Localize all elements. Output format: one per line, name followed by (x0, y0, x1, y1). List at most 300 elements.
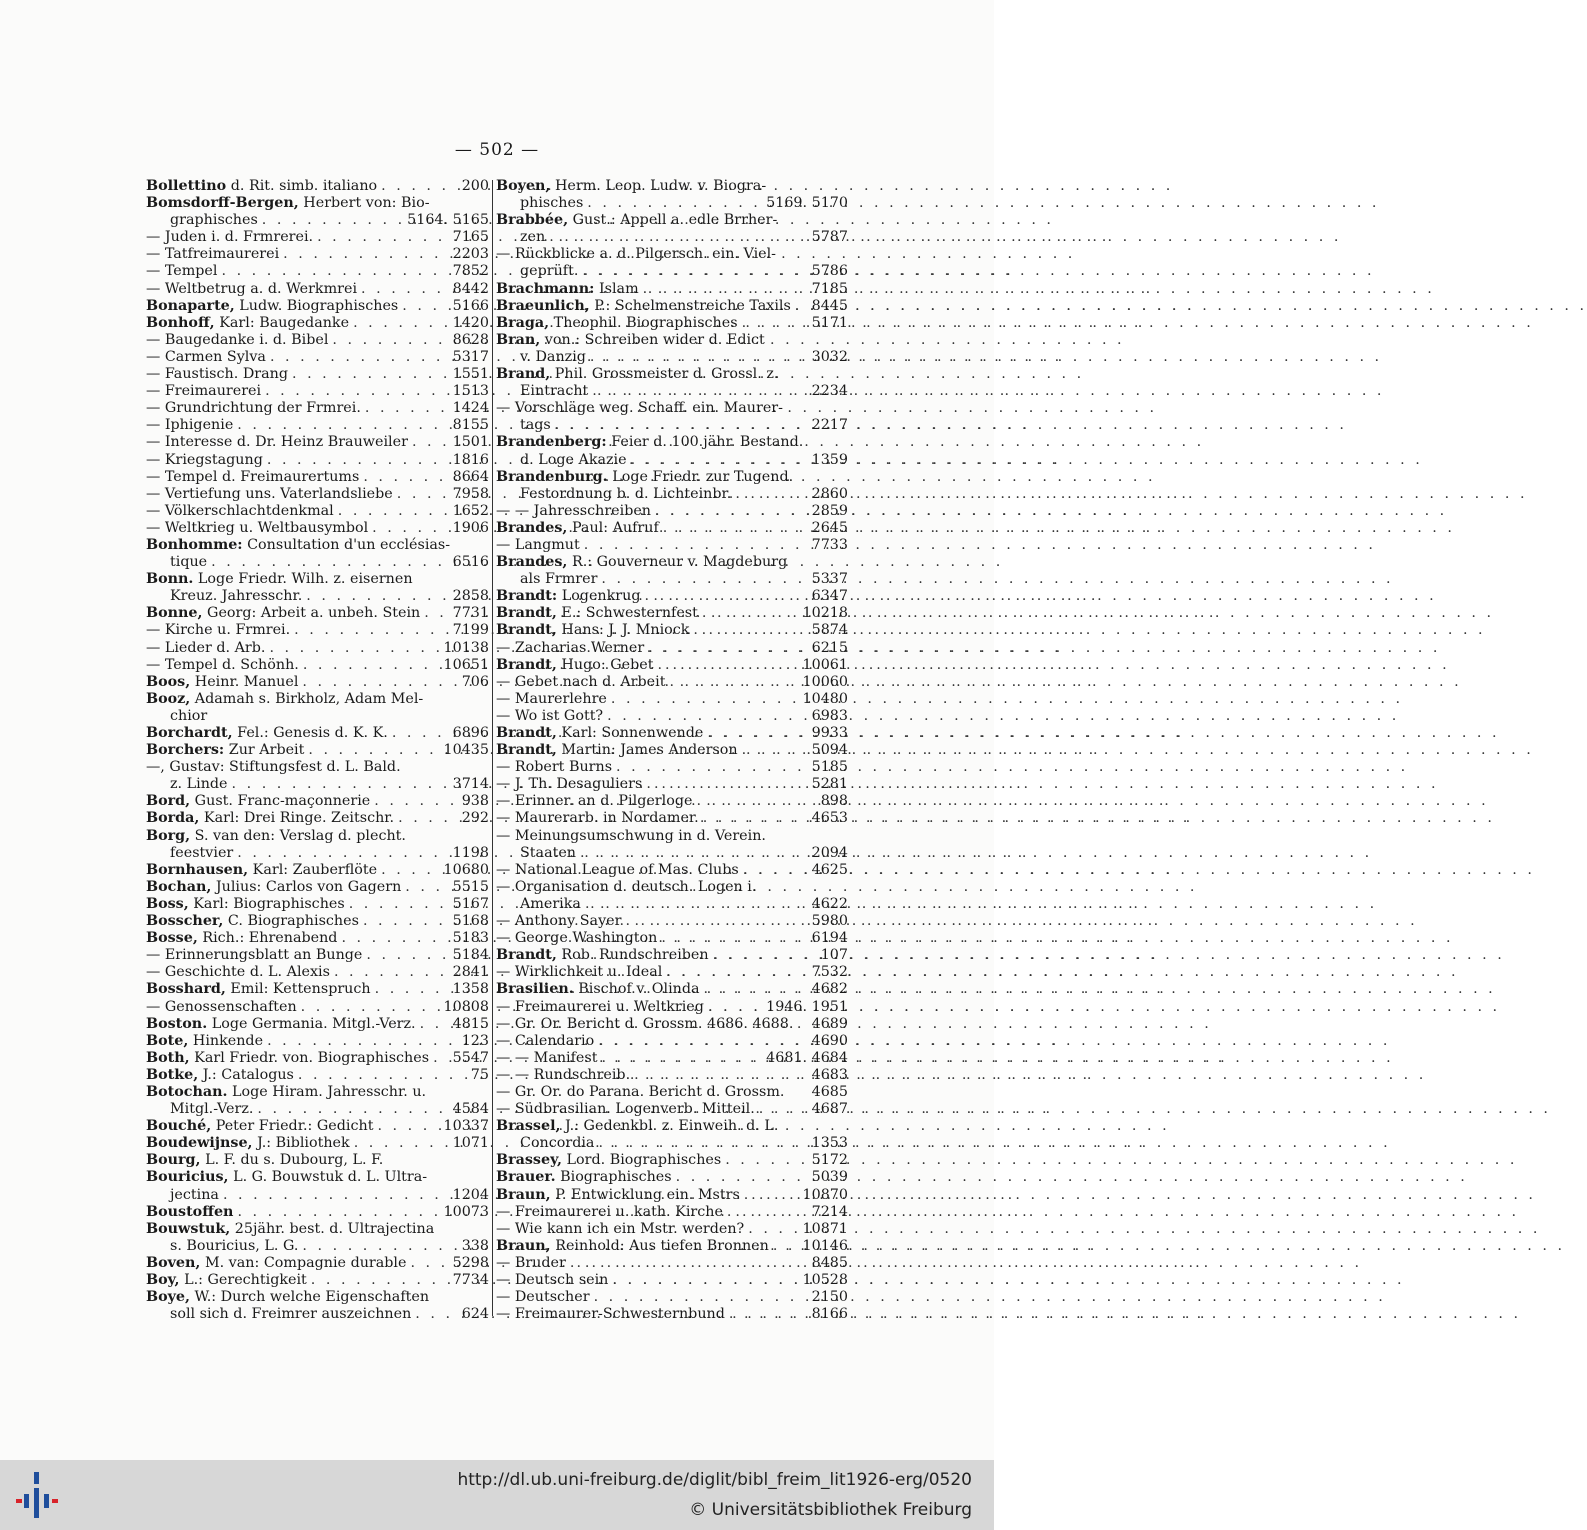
source-url-link[interactable]: http://dl.ub.uni-freiburg.de/diglit/bibl_freim_lit1926-erg/0520 (457, 1470, 972, 1490)
entry-title: Logenkrug (557, 588, 641, 605)
dot-leader (354, 1135, 449, 1152)
dot-leader (648, 640, 807, 657)
entry-number: 1816 (452, 451, 489, 468)
index-entry (146, 605, 489, 622)
entry-number: 2860 (811, 485, 848, 502)
entry-title: — — Manifest (496, 1049, 598, 1066)
entry-title: — Kirche u. Frmrei. (146, 622, 291, 639)
entry-text (520, 195, 583, 212)
entry-title: — Organisation d. deutsch. Logen i. (496, 878, 757, 895)
entry-title: s. Bouricius, L. G. (170, 1237, 299, 1254)
entry-number: 5183 (452, 930, 489, 947)
index-entry (146, 349, 489, 366)
index-entry (146, 263, 489, 280)
entry-text (496, 913, 621, 930)
dot-leader (338, 503, 449, 520)
entry-title: — Calendario (496, 1032, 595, 1049)
entry-text (146, 1272, 307, 1289)
entry-number: 6194 (811, 930, 848, 947)
entry-number: 10870 (802, 1186, 848, 1203)
entry-number: 5184 (452, 947, 489, 964)
entry-text (146, 503, 334, 520)
entry-text (496, 537, 580, 554)
dot-leader (625, 913, 807, 930)
entry-title: W.: Durch welche Eigenschaften (190, 1289, 430, 1306)
index-entry (496, 708, 848, 725)
dot-leader (655, 503, 808, 520)
entry-title: — Baugedanke i. d. Bibel (146, 331, 329, 348)
dot-leader (302, 674, 457, 691)
entry-title: — Freimaurerei u. Weltkrieg (496, 998, 704, 1015)
entry-text (520, 417, 551, 434)
dot-leader (372, 520, 448, 537)
entry-title: soll sich d. Freimrer auszeichnen (170, 1306, 412, 1323)
entry-text (496, 1289, 590, 1306)
entry-number: 4685 (811, 1083, 848, 1100)
entry-text (146, 1289, 429, 1306)
index-entry (146, 845, 489, 862)
dot-leader (375, 981, 449, 998)
dot-leader (611, 691, 799, 708)
entry-title: Concordia (520, 1135, 595, 1152)
entry-text (146, 1067, 294, 1084)
entry-number: 3032 (811, 348, 848, 365)
entry-title: graphisches (170, 212, 258, 229)
dot-leader (269, 640, 439, 657)
index-entry (146, 793, 489, 810)
index-entry (496, 691, 848, 708)
entry-heading: Brachmann: (496, 280, 595, 297)
dot-leader (549, 229, 807, 246)
entry-text (496, 366, 778, 383)
entry-text (146, 1118, 373, 1135)
index-entry (496, 178, 848, 195)
entry-title: — Geschichte d. L. Alexis (146, 964, 330, 981)
entry-title: Peter Friedr.: Gedicht (211, 1118, 374, 1135)
entry-number: 7852 (452, 263, 489, 280)
dot-leader (742, 742, 808, 759)
entry-title: — Iphigenie (146, 417, 234, 434)
index-entry (496, 1135, 848, 1152)
index-entry (496, 1050, 848, 1067)
index-entry (146, 400, 489, 417)
entry-number: 6215 (811, 639, 848, 656)
entry-text (146, 828, 406, 845)
dot-leader (657, 657, 798, 674)
entry-heading: Brandenberg: (496, 434, 607, 451)
entry-number: 4622 (811, 895, 848, 912)
entry-number: 8445 (811, 297, 848, 314)
entry-heading: Bochan, (146, 878, 212, 895)
entry-heading: Bouché, (146, 1118, 212, 1135)
entry-heading: Borchers: (146, 742, 225, 759)
entry-text (146, 1033, 263, 1050)
entry-number: 4653 (811, 810, 848, 827)
dot-leader (332, 332, 448, 349)
entry-text (146, 486, 393, 503)
index-entry (496, 1289, 848, 1306)
index-entry (146, 1016, 489, 1033)
entry-text (496, 1272, 608, 1289)
entry-heading: Borg, (146, 827, 191, 844)
index-entry (496, 554, 848, 571)
entry-number: 4682 (811, 981, 848, 998)
entry-title: — Langmut (496, 536, 580, 553)
entry-text (146, 1221, 434, 1238)
entry-heading: Braun, (496, 1186, 551, 1203)
entry-title: v. Danzig (520, 348, 586, 365)
entry-heading: Bouricius, (146, 1169, 229, 1186)
dot-leader (311, 1272, 449, 1289)
dot-leader (748, 1221, 798, 1238)
entry-heading: Boven, (146, 1254, 201, 1271)
entry-text (146, 520, 368, 537)
entry-title: zen (520, 229, 546, 246)
entry-title: Kreuz. Jahresschr. (170, 588, 303, 605)
index-entry (496, 981, 848, 998)
index-entry (496, 896, 848, 913)
entry-number: 1198 (452, 844, 489, 861)
entry-text (496, 281, 639, 298)
dot-leader (643, 281, 808, 298)
entry-title: Biographisches (555, 1169, 672, 1186)
entry-title: feestvier (170, 844, 234, 861)
index-entry (146, 999, 489, 1016)
index-entry (496, 828, 848, 845)
entry-text (146, 964, 330, 981)
entry-heading: Bouwstuk, (146, 1220, 231, 1237)
entry-text (520, 383, 588, 400)
entry-text (146, 1016, 416, 1033)
entry-heading: Brandt, (496, 725, 557, 741)
entry-number: 7958 (452, 485, 489, 502)
entry-title: — National League of Mas. Clubs (496, 861, 739, 878)
entry-number: 4683 (811, 1066, 848, 1083)
entry-title: jectina (170, 1186, 219, 1203)
entry-text (146, 315, 349, 332)
entry-title: — Robert Burns (496, 759, 613, 776)
entry-number: 10651 (443, 656, 489, 673)
entry-title: Feier d. 100 jähr. Bestand. (606, 434, 804, 451)
index-entry (496, 315, 848, 332)
index-entry (146, 1084, 489, 1101)
entry-text (496, 674, 665, 691)
entry-text (496, 810, 699, 827)
entry-text (496, 1169, 672, 1186)
dot-leader (308, 742, 439, 759)
index-entry (496, 947, 848, 964)
entry-text (496, 554, 787, 571)
index-entry (496, 1033, 848, 1050)
dot-leader (580, 845, 808, 862)
dot-leader (237, 1204, 439, 1221)
entry-number: 6516 (452, 554, 489, 571)
entry-title: d. Loge Akazie (520, 451, 627, 468)
entry-text (170, 1238, 298, 1255)
entry-heading: Bonaparte, (146, 297, 235, 314)
dot-leader (232, 776, 449, 793)
entry-text (146, 281, 357, 298)
dot-leader (646, 776, 807, 793)
entry-text (496, 776, 642, 793)
entry-heading: Bosshard, (146, 981, 226, 998)
entry-title: — Rückblicke a. d. Pilgersch. ein. Viel- (496, 246, 777, 263)
dot-leader (773, 1238, 799, 1255)
entry-title: — Faustisch. Drang (146, 366, 288, 383)
dot-leader (221, 263, 448, 280)
index-entry (496, 793, 848, 810)
entry-heading: Bomsdorff-Bergen, (146, 195, 299, 212)
entry-text (146, 622, 290, 639)
entry-heading: Brandt, (496, 605, 557, 622)
entry-text (496, 1204, 723, 1221)
index-entry (146, 862, 489, 879)
dot-leader (363, 913, 449, 930)
dot-leader (570, 1255, 808, 1272)
entry-heading: Boston. (146, 1015, 208, 1032)
index-entry (146, 469, 489, 486)
entry-number: 6896 (452, 725, 489, 741)
entry-title: L.: Gerechtigkeit (179, 1272, 307, 1288)
dot-leader (661, 930, 807, 947)
index-entry (146, 1306, 489, 1323)
dot-leader (381, 862, 439, 879)
entry-text (496, 434, 803, 451)
index-entry (146, 913, 489, 930)
index-entry (496, 503, 848, 520)
index-entry (146, 588, 489, 605)
entry-text (496, 1221, 744, 1238)
entry-text (496, 1255, 566, 1272)
index-entry (146, 298, 489, 315)
entry-title: Bischof v. Olinda (573, 981, 700, 998)
entry-title: P.: Schelmenstreiche Taxils (589, 297, 791, 314)
index-entry (146, 1221, 489, 1238)
entry-number: 8155 (452, 417, 489, 434)
entry-title: Consultation d'un ecclésias- (242, 536, 451, 553)
entry-number: 8442 (452, 280, 489, 297)
dot-leader (237, 845, 448, 862)
entry-text (146, 913, 359, 930)
dot-leader (302, 1238, 457, 1255)
entry-title: — Deutscher (496, 1289, 590, 1306)
entry-text (146, 1169, 427, 1186)
entry-number: 7532 (811, 964, 848, 981)
entry-text (520, 1135, 594, 1152)
entry-title: Loge Friedr. zur Tugend. (607, 468, 794, 485)
index-entry (146, 828, 489, 845)
entry-number: 7185 (811, 280, 848, 297)
entry-text (496, 708, 603, 725)
entry-number: 1420 (452, 314, 489, 331)
entry-text (146, 657, 299, 674)
entry-number: 123 (461, 1032, 489, 1049)
entry-text (496, 999, 704, 1016)
entry-text (146, 1135, 350, 1152)
index-entry (496, 742, 848, 759)
dot-leader (267, 452, 449, 469)
index-entry (496, 776, 848, 793)
entry-heading: Botochan. (146, 1083, 228, 1100)
entry-title: — — Jahresschreiben (496, 502, 652, 519)
entry-heading: Bornhausen, (146, 861, 249, 878)
dot-leader (398, 810, 458, 827)
index-entry (496, 588, 848, 605)
index-entry (496, 964, 848, 981)
entry-heading: Borchardt, (146, 725, 233, 741)
entry-text (146, 862, 377, 879)
entry-text (146, 263, 217, 280)
dot-leader (392, 725, 449, 742)
entry-number: 2217 (811, 417, 848, 434)
entry-heading: Brandes, (496, 519, 568, 536)
dot-leader (377, 1118, 439, 1135)
dot-leader (301, 999, 440, 1016)
entry-number: 10435 (443, 742, 489, 759)
index-entry (496, 862, 848, 879)
index-entry (496, 1187, 848, 1204)
index-entry (146, 178, 489, 195)
index-entry (146, 1033, 489, 1050)
entry-title: — Genossenschaften (146, 998, 297, 1015)
entry-heading: Bosse, (146, 930, 198, 947)
entry-text (496, 622, 689, 639)
dot-leader (607, 708, 808, 725)
index-entry (496, 1169, 848, 1186)
index-entry (146, 810, 489, 827)
index-entry (496, 1067, 848, 1084)
entry-number: 7214 (811, 1203, 848, 1220)
entry-number: 4689 (811, 1015, 848, 1032)
entry-text (520, 845, 576, 862)
entry-text (496, 947, 709, 964)
entry-number: 6347 (811, 588, 848, 605)
entry-text (496, 1067, 630, 1084)
index-entry (146, 486, 489, 503)
entry-heading: Boss, (146, 895, 189, 912)
index-entry (496, 195, 848, 212)
entry-text (146, 434, 408, 451)
index-entry (496, 434, 848, 451)
entry-number: 1353 (811, 1135, 848, 1152)
entry-number: 1513 (452, 383, 489, 400)
entry-text (496, 1187, 740, 1204)
index-entry (146, 503, 489, 520)
index-column-left (146, 178, 489, 1323)
entry-heading: Boy, (146, 1272, 180, 1288)
dot-leader (587, 195, 762, 212)
entry-number: 938 (461, 793, 489, 810)
entry-heading: Bord, (146, 793, 191, 810)
entry-title: — Tatfreimaurerei (146, 246, 280, 263)
entry-number: 5874 (811, 622, 848, 639)
entry-title: als Frmrer (520, 571, 598, 588)
entry-number: 6983 (811, 707, 848, 724)
dot-leader (402, 298, 448, 315)
entry-number: 5337 (811, 571, 848, 588)
index-entry (496, 1306, 848, 1323)
entry-text (496, 828, 766, 845)
entry-number: 75 (470, 1066, 489, 1083)
dot-leader (415, 1306, 457, 1323)
entry-title: — Gebet nach d. Arbeit (496, 673, 666, 690)
entry-title: Karl: Baugedanke (214, 314, 350, 331)
index-entry (146, 571, 489, 588)
entry-text (496, 315, 738, 332)
entry-number: 5169. 5170 (766, 195, 848, 212)
entry-title: S. van den: Verslag d. plecht. (190, 827, 406, 844)
dot-leader (744, 1187, 799, 1204)
index-entry (496, 571, 848, 588)
index-entry (496, 383, 848, 400)
entry-number: 5980 (811, 913, 848, 930)
dot-leader (298, 1067, 467, 1084)
entry-heading: Brassey, (496, 1152, 562, 1169)
index-entry (146, 691, 489, 708)
index-entry (496, 400, 848, 417)
entry-text (496, 520, 659, 537)
entry-text (496, 298, 791, 315)
entry-number: 7733 (811, 536, 848, 553)
entry-text (520, 896, 581, 913)
entry-text (146, 383, 261, 400)
entry-title: J.: Catalogus (198, 1066, 294, 1083)
entry-text (170, 1306, 411, 1323)
entry-number: 7731 (452, 605, 489, 622)
dot-leader (713, 947, 817, 964)
entry-title: — Weltkrieg u. Weltbausymbol (146, 519, 369, 536)
entry-text (146, 725, 388, 742)
entry-text (146, 691, 423, 708)
entry-text (146, 417, 233, 434)
entry-heading: Borda, (146, 810, 200, 827)
dot-leader (631, 452, 808, 469)
index-entry (146, 742, 489, 759)
index-entry (146, 708, 489, 725)
index-entry (496, 845, 848, 862)
dot-leader (598, 1033, 807, 1050)
entry-title: Heinr. Manuel (190, 673, 299, 690)
entry-text (146, 674, 298, 691)
entry-text (496, 725, 703, 742)
dot-leader (361, 281, 449, 298)
entry-heading: Both, (146, 1049, 190, 1066)
entry-heading: Brand, (496, 366, 551, 383)
dot-leader (742, 315, 808, 332)
entry-number: 1071 (452, 1135, 489, 1152)
entry-number: 10337 (443, 1118, 489, 1135)
entry-title: — Deutsch sein (496, 1272, 609, 1288)
index-entry (146, 622, 489, 639)
entry-heading: Bonne, (146, 605, 203, 622)
entry-number: 5166 (452, 297, 489, 314)
entry-number: 2150 (811, 1289, 848, 1306)
entry-text (146, 742, 304, 759)
dot-leader (702, 605, 799, 622)
index-entry (146, 964, 489, 981)
entry-text (146, 947, 362, 964)
entry-title: Julius: Carlos von Gagern (211, 878, 402, 895)
index-entry (496, 1118, 848, 1135)
entry-text (520, 486, 731, 503)
index-entry (496, 486, 848, 503)
entry-text (496, 640, 644, 657)
dot-leader (725, 1152, 807, 1169)
entry-text (496, 691, 607, 708)
entry-title: M. van: Compagnie durable (200, 1254, 407, 1271)
dot-leader (283, 246, 448, 263)
entry-text (496, 964, 662, 981)
